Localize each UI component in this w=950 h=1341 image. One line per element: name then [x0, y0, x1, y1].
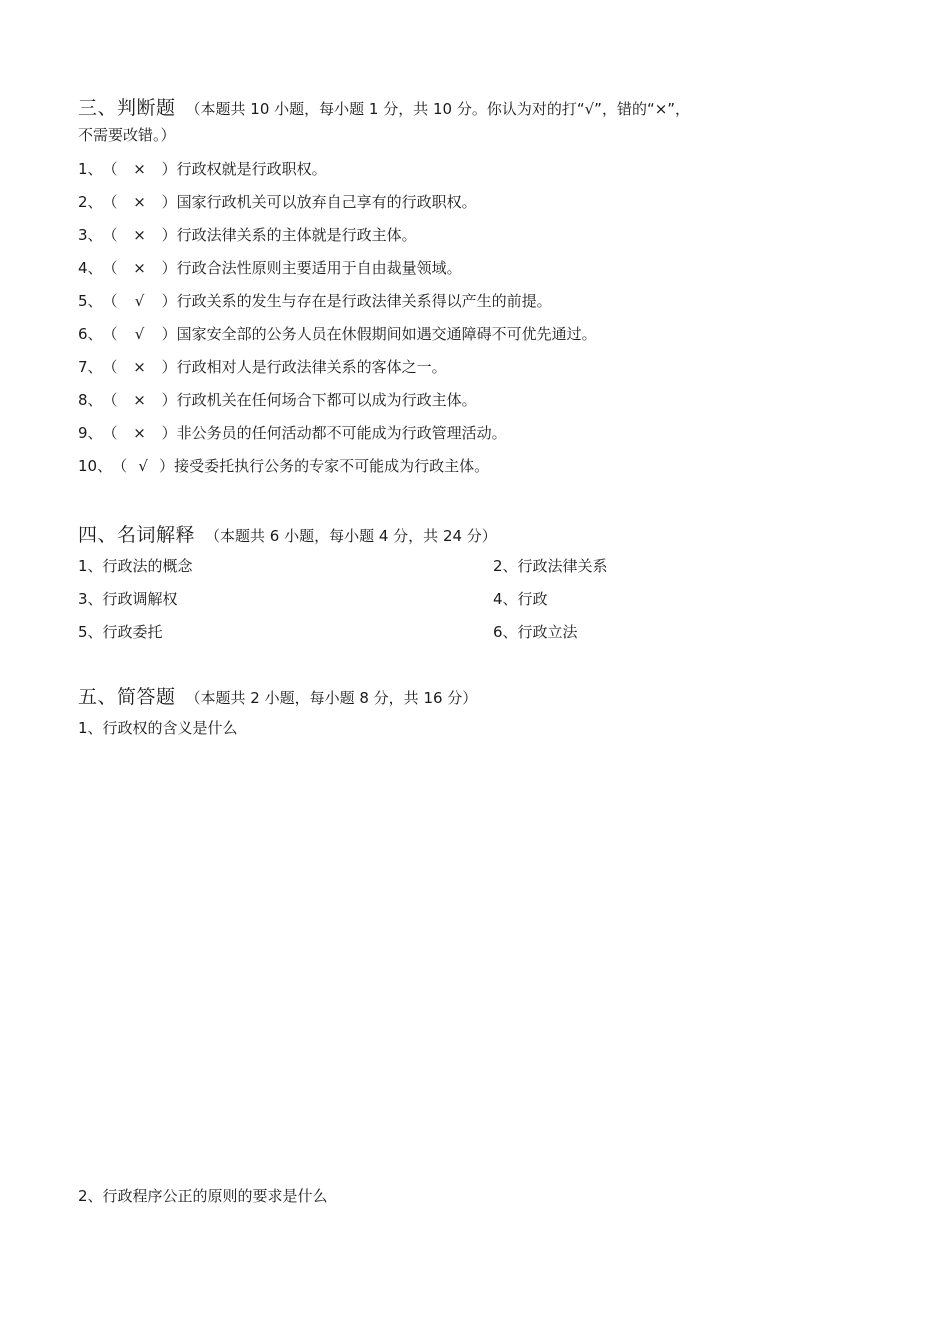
item-text: ）国家安全部的公务人员在休假期间如遇交通障碍不可优先通过。: [161, 325, 597, 343]
judgement-item-5: 5、（ √ ）行政关系的发生与存在是行政法律关系得以产生的前提。: [78, 292, 552, 310]
term-item-5: 5、行政委托: [78, 623, 163, 641]
item-text: ）行政关系的发生与存在是行政法律关系得以产生的前提。: [161, 292, 552, 310]
answer-mark: ×: [133, 424, 146, 442]
item-text: ）国家行政机关可以放弃自己享有的行政职权。: [161, 193, 477, 211]
section-3-note: （本题共 10 小题，每小题 1 分，共 10 分。你认为对的打“√”，错的“×”，: [185, 100, 691, 118]
term-item-1: 1、行政法的概念: [78, 557, 193, 575]
answer-mark: √: [138, 457, 148, 475]
section-3-heading: [78, 93, 690, 120]
item-number: 10、: [78, 457, 113, 475]
term-item-2: 2、行政法律关系: [493, 557, 608, 575]
short-answer-question-1: 1、行政权的含义是什么: [78, 719, 238, 737]
item-text: ）行政权就是行政职权。: [161, 160, 327, 178]
judgement-item-1: 1、（ × ）行政权就是行政职权。: [78, 160, 327, 178]
answer-mark: ×: [133, 358, 146, 376]
term-item-4: 4、行政: [493, 590, 548, 608]
judgement-item-2: 2、（ × ）国家行政机关可以放弃自己享有的行政职权。: [78, 193, 477, 211]
item-number: 2、: [78, 193, 103, 211]
section-4-heading: [78, 520, 497, 547]
item-text: ）行政相对人是行政法律关系的客体之一。: [161, 358, 447, 376]
section-4-title: 四、名词解释: [78, 524, 196, 546]
answer-mark: √: [134, 292, 145, 310]
item-number: 3、: [78, 226, 103, 244]
item-text: ）行政合法性原则主要适用于自由裁量领域。: [161, 259, 462, 277]
term-item-3: 3、行政调解权: [78, 590, 178, 608]
section-5-heading: [78, 682, 477, 709]
answer-mark: ×: [133, 226, 146, 244]
item-number: 9、: [78, 424, 103, 442]
section-5-title: 五、简答题: [78, 686, 176, 708]
answer-mark: ×: [133, 160, 146, 178]
section-3-note-continued: 不需要改错。）: [78, 126, 176, 144]
answer-mark: ×: [133, 391, 146, 409]
item-number: 4、: [78, 259, 103, 277]
answer-mark: ×: [133, 193, 146, 211]
judgement-item-7: 7、（ × ）行政相对人是行政法律关系的客体之一。: [78, 358, 447, 376]
judgement-item-9: 9、（ × ）非公务员的任何活动都不可能成为行政管理活动。: [78, 424, 507, 442]
item-number: 1、: [78, 160, 103, 178]
section-4-note: （本题共 6 小题，每小题 4 分，共 24 分）: [205, 527, 497, 545]
judgement-item-6: 6、（ √ ）国家安全部的公务人员在休假期间如遇交通障碍不可优先通过。: [78, 325, 597, 343]
section-3-title: 三、判断题: [78, 97, 176, 119]
item-number: 6、: [78, 325, 103, 343]
judgement-item-3: 3、（ × ）行政法律关系的主体就是行政主体。: [78, 226, 417, 244]
item-text: ）接受委托执行公务的专家不可能成为行政主体。: [159, 457, 490, 475]
term-item-6: 6、行政立法: [493, 623, 578, 641]
item-text: ）行政机关在任何场合下都可以成为行政主体。: [161, 391, 477, 409]
item-number: 5、: [78, 292, 103, 310]
answer-mark: ×: [133, 259, 146, 277]
judgement-item-8: 8、（ × ）行政机关在任何场合下都可以成为行政主体。: [78, 391, 477, 409]
item-text: ）行政法律关系的主体就是行政主体。: [161, 226, 417, 244]
judgement-item-4: 4、（ × ）行政合法性原则主要适用于自由裁量领域。: [78, 259, 462, 277]
item-text: ）非公务员的任何活动都不可能成为行政管理活动。: [161, 424, 507, 442]
short-answer-question-2: 2、行政程序公正的原则的要求是什么: [78, 1187, 328, 1205]
item-number: 8、: [78, 391, 103, 409]
answer-mark: √: [134, 325, 145, 343]
judgement-item-10: 10、（ √ ）接受委托执行公务的专家不可能成为行政主体。: [78, 457, 490, 475]
item-number: 7、: [78, 358, 103, 376]
section-5-note: （本题共 2 小题，每小题 8 分，共 16 分）: [185, 689, 478, 707]
